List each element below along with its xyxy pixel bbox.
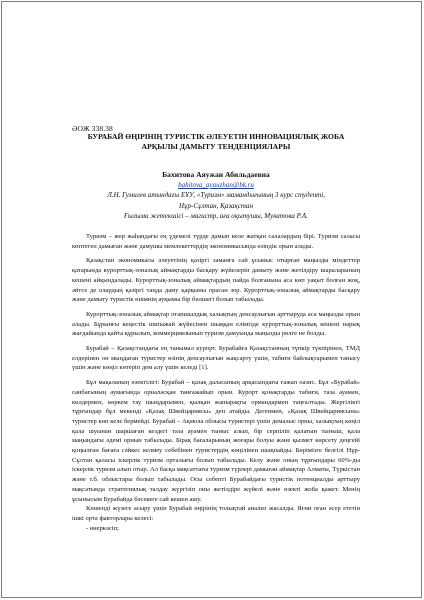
affiliation-line-1: Л.Н. Гумилев атындағы ЕҰУ, «Туризм» мамандығының 3 курс студенті, [107, 191, 325, 199]
title-line-1: БУРАБАЙ ӨҢІРІНІҢ ТУРИСТІК ӘЛЕУЕТІН ИННОВАЦИЯЛЫҚ ЖОБА [87, 132, 345, 141]
paragraph: Көшенді жүзеге асыру үшін Бурабай өңірінің толықтай анализ жасалды. Яғни оған әсер ететін ішкі орта факторлары келесі: [72, 505, 360, 522]
paragraph: Бұл мақаланың өзектілігі: Бурабай – қазақ даласының арқасындағы ғажап оазис. Бұл «Бурабай» санбағының аумағында орналасқан танғажайып орын. Курорт қонақтарды табиғи, таза ауамен, көлдермен, көркем тау шыңдарымен, қылқан жапырақты ормандармен таңғалтады. Жергілікті тұрғындар бұл мекенді «Қазақ Швейцариясы» деп атайды. Дегенмен, «Қазақ Швейцариясына» туристер көп келе бермейді. Бурабай – Ақмола облысы туристері үшін демалыс орны, халықтың көңіл қала шуынан шаршаған кездегі таза ауамен тыныс алып, бір серпіліп қалатын тыныш, қала маңындағы әдемі орнын табылады. Бірақ бағаларының жоғары болуы және қызмет көрсету деңгейі қоңылған бағаға сәйкес келмеу себебінен туристердің көңілінен шықпайды. Бөрімізге белгілі Нұр-Сұлтан қаласы іскерлік туризм орталығы болып табылады. Келу және оның тұрғындары 60%-ды іскерлік туризм алып отыр. Ал басқа мақсаттағы туризм түрлері дамыған аймақтар Алматы, Түркістан және т.б. облыстары болып табылады. Осы себепті Бурабайдағы туристік потенциалды арттыру мақсатында стратегиялық талдау жүргізіп оны жетілдіре жүйелі және өзекті жоба қажет. Менің ұсынысым Бурабайда бәсекеге сай кешен ашу. [72, 379, 360, 503]
paragraph: Бурабай – Қазақстандағы ең танымал курорт. Бурабайға Қазақстанның түпкір түкпірінен, ТМД елдерінен он мыңдаған туристер өзінің денсаулығын жақсарту үшін, табиғи байлықтарымен танысу үшін және көңіл көтеріп дем алу үшін келеді [1]. [72, 345, 360, 372]
article-title [72, 132, 360, 152]
author-email-link[interactable]: bahitova_ayauzhan@bk.ru [178, 181, 254, 189]
list-item: - өнеркәсіп; [86, 524, 119, 532]
affiliation-line-2: Нұр-Сұлтан, Қазақстан [178, 201, 254, 210]
paragraph: Туризм – жер жаһандағы ең үдемелі түрде дамып келе жатқан салалардың бірі. Туризм саласы көптеген дамыған және дамушы мемлекеттердің экономикасында өзіндік орын алады. [72, 233, 360, 250]
title-line-2: АРҚЫЛЫ ДАМЫТУ ТЕНДЕНЦИЯЛАРЫ [141, 142, 291, 151]
document-page [1, 1, 422, 598]
paragraph: Қазақстан экономикасы әлеуетінің қазіргі заманға сай ұсыныс отырған маңызды міндеттер қатарында курорттық-зоналық аймақтарды басқару жүйелерін дамыту және жетілдіру шараларының кешені айқындалады. Курорттық-зоналық аймақтардың пайда болғанына аса көп уақыт болған жоқ, әйтсе де олардың қазіргі таңда даму қарқыны орасан зор. Курорттық-зоналық аймақтарды басқару және дамыту туристік өнімнің ауқымы бір бөлшегі болып табылады. [72, 257, 360, 304]
paragraph: Курорттық-зоналық аймақтар отаншылдық халықтың денсаулығын арттыруда аса маңызды орын алады. Бұрынғы кеңестік шипажай жүйесінен шыққан елімізде курорттық-зоналық кешені нарық жағдайында қайта құрылып, коммерциялынып туризм дамуында маңызды рөлге не болды. [72, 310, 360, 338]
article-body [72, 232, 360, 533]
affiliation-block [72, 190, 360, 222]
supervisor-line: Ғылыми жетекшісі – магистр, аға оқытушы, Мукатова Р.А. [124, 212, 308, 220]
author-name: Бахитова Аяужан Абильдаевна [162, 170, 270, 179]
udc-code: ӘОЖ 338.38 [72, 124, 113, 133]
